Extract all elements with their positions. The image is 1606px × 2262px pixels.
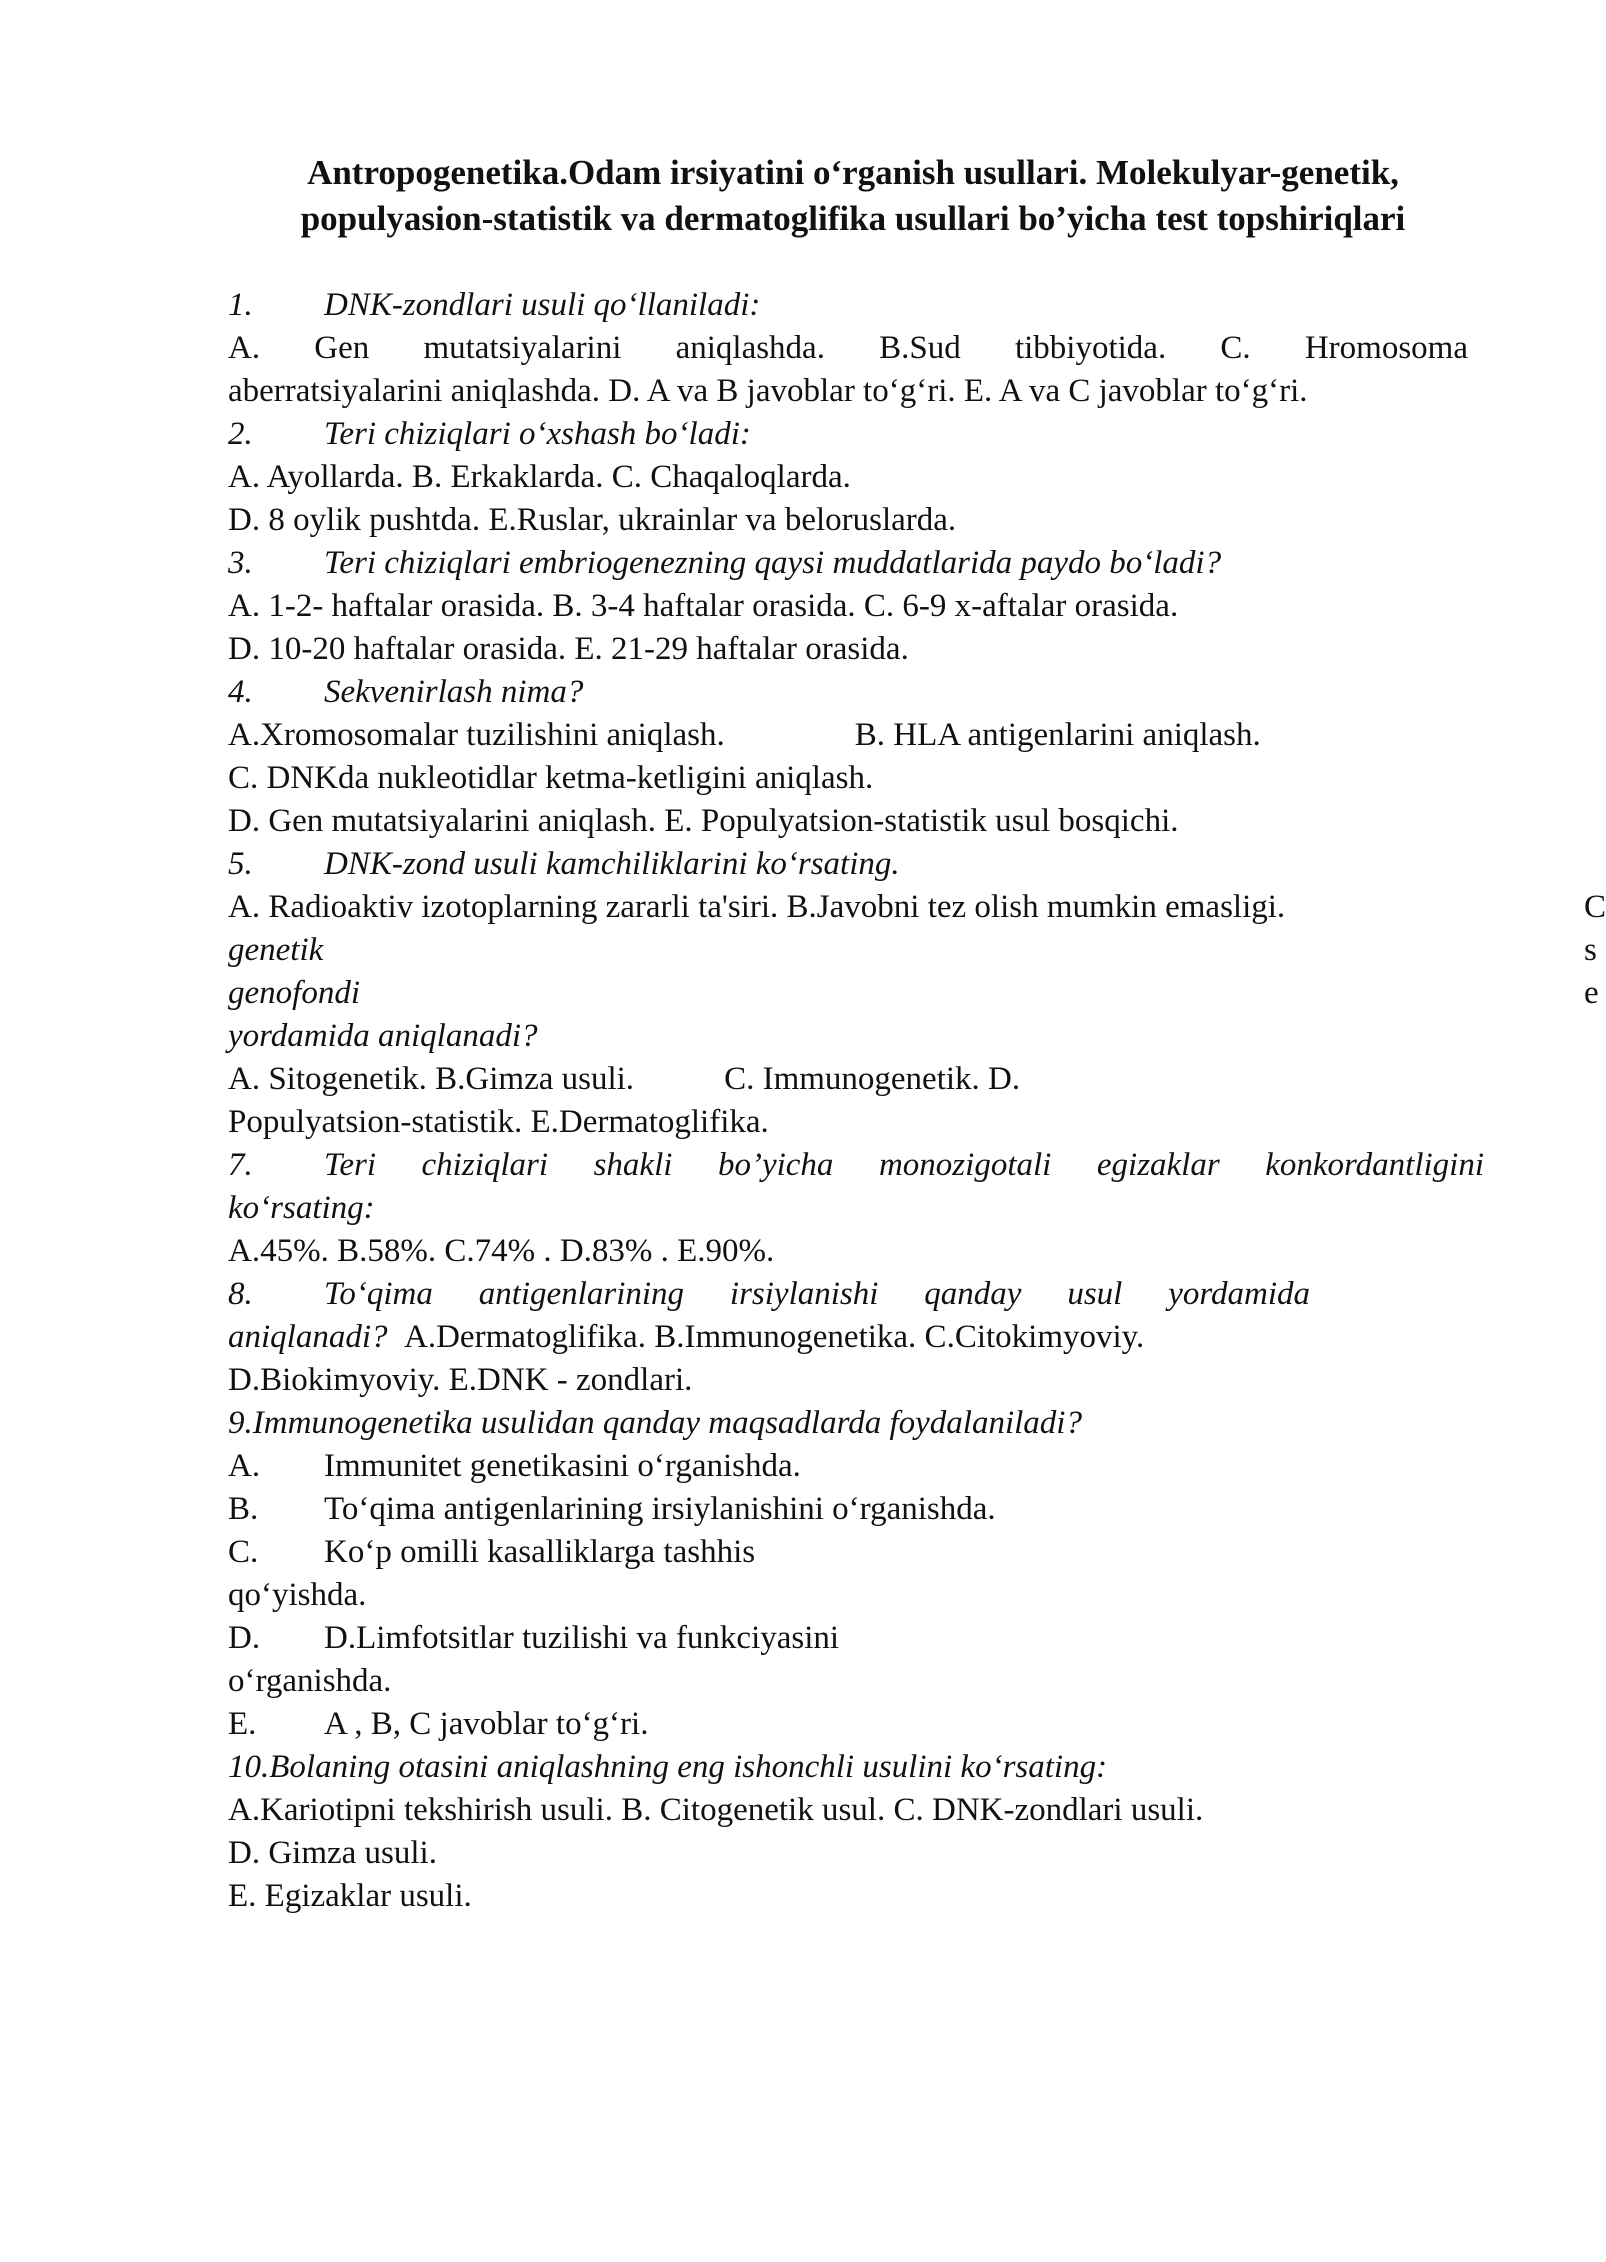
answer-text: To‘qima antigenlarining irsiylanishini o‘rganishda. — [324, 1491, 996, 1527]
title-line-1: Antropogenetika.Odam irsiyatini o‘rganish usullari. Molekulyar-genetik, — [307, 153, 1399, 192]
question-9: 9.Immunogenetika usulidan qanday maqsadlarda foydalaniladi? — [228, 1405, 1082, 1441]
answer-ab: A. Sitogenetik. B.Gimza usuli. — [228, 1061, 635, 1097]
question-8-answers-line-2: D.Biokimyoviy. E.DNK - zondlari. — [228, 1362, 693, 1398]
question-5 — [228, 843, 1488, 886]
question-8 — [228, 1273, 1310, 1316]
question-10-answers-line-2: D. Gimza usuli. — [228, 1835, 437, 1871]
margin-overflow-char: C — [1584, 889, 1606, 925]
question-6-fragment-1: genetik — [228, 932, 324, 968]
answer-label: D. — [228, 1620, 261, 1656]
question-9-answer-a — [228, 1445, 1488, 1488]
question-9-answer-c — [228, 1531, 1488, 1574]
question-text: To‘qima antigenlarining irsiylanishi qanday usul yordamida — [324, 1276, 1310, 1312]
question-10-answers-line-3: E. Egizaklar usuli. — [228, 1878, 472, 1914]
question-number: 7. — [228, 1147, 253, 1183]
question-number: 1. — [228, 287, 253, 323]
question-number: 5. — [228, 846, 253, 882]
question-1 — [228, 284, 1488, 327]
question-2 — [228, 413, 1488, 456]
answer-a: A.Xromosomalar tuzilishini aniqlash. — [228, 717, 725, 753]
question-3-answers-line-1: A. 1-2- haftalar orasida. B. 3-4 haftalar orasida. C. 6-9 x-aftalar orasida. — [228, 588, 1179, 624]
question-3-answers-line-2: D. 10-20 haftalar orasida. E. 21-29 haftalar orasida. — [228, 631, 909, 667]
question-6-fragment-2: genofondi — [228, 975, 360, 1011]
question-7-answers: A.45%. B.58%. C.74% . D.83% . E.90%. — [228, 1233, 775, 1269]
title-line-2: populyasion-statistik va dermatoglifika usullari bo’yicha test topshiriqlari — [300, 199, 1406, 238]
document-title — [228, 150, 1478, 242]
question-text: DNK-zond usuli kamchiliklarini ko‘rsating. — [324, 846, 900, 882]
answers-abc: A.Dermatoglifika. B.Immunogenetika. C.Citokimyoviy. — [404, 1319, 1145, 1355]
question-4 — [228, 671, 1488, 714]
question-2-answers-line-1: A. Ayollarda. B. Erkaklarda. C. Chaqaloqlarda. — [228, 459, 851, 495]
question-9-answer-c-cont: qo‘yishda. — [228, 1577, 367, 1613]
question-4-answers-de: D. Gen mutatsiyalarini aniqlash. E. Populyatsion-statistik usul bosqichi. — [228, 803, 1179, 839]
question-text: Teri chiziqlari embriogenezning qaysi muddatlarida paydo bo‘ladi? — [324, 545, 1222, 581]
question-1-answers-line-1: A. Gen mutatsiyalarini aniqlashda. B.Sud tibbiyotida. C. Hromosoma — [228, 330, 1468, 366]
question-number: 4. — [228, 674, 253, 710]
answer-text: Ko‘p omilli kasalliklarga tashhis — [324, 1534, 756, 1570]
question-2-answers-line-2: D. 8 oylik pushtda. E.Ruslar, ukrainlar va beloruslarda. — [228, 502, 957, 538]
answer-label: C. — [228, 1534, 259, 1570]
question-text: Teri chiziqlari shakli bo’yicha monozigotali egizaklar konkordantligini — [324, 1147, 1484, 1183]
question-6-fragment-3: yordamida aniqlanadi? — [228, 1018, 538, 1054]
question-1-answers-line-2: aberratsiyalarini aniqlashda. D. A va B javoblar to‘g‘ri. E. A va C javoblar to‘g‘ri. — [228, 373, 1308, 409]
answer-label: E. — [228, 1706, 257, 1742]
question-10: 10.Bolaning otasini aniqlashning eng ishonchli usulini ko‘rsating: — [228, 1749, 1108, 1785]
answer-b: B. HLA antigenlarini aniqlash. — [854, 717, 1261, 753]
answer-cd: C. Immunogenetik. D. — [724, 1061, 1021, 1097]
question-4-answers-line-1 — [228, 714, 1488, 757]
question-text: DNK-zondlari usuli qo‘llaniladi: — [324, 287, 761, 323]
question-9-answer-e — [228, 1703, 1488, 1746]
question-9-answer-d — [228, 1617, 1488, 1660]
question-3 — [228, 542, 1488, 585]
question-4-answer-c: C. DNKda nukleotidlar ketma-ketligini aniqlash. — [228, 760, 874, 796]
question-text: Teri chiziqlari o‘xshash bo‘ladi: — [324, 416, 751, 452]
question-text-cont: aniqlanadi? — [228, 1319, 388, 1355]
question-5-answers-line-1: A. Radioaktiv izotoplarning zararli ta'siri. B.Javobni tez olish mumkin emasligi. — [228, 889, 1286, 925]
answer-text: Immunitet genetikasini o‘rganishda. — [324, 1448, 801, 1484]
question-10-answers-line-1: A.Kariotipni tekshirish usuli. B. Citogenetik usul. C. DNK-zondlari usuli. — [228, 1792, 1204, 1828]
answer-label: A. — [228, 1448, 261, 1484]
question-6-answers-line-1 — [228, 1058, 1488, 1101]
answer-label: B. — [228, 1491, 259, 1527]
margin-overflow-char: s — [1584, 932, 1597, 968]
question-8-line-2 — [228, 1316, 1488, 1359]
question-text: Sekvenirlash nima? — [324, 674, 584, 710]
question-number: 2. — [228, 416, 253, 452]
question-9-answer-d-cont: o‘rganishda. — [228, 1663, 392, 1699]
margin-overflow-char: e — [1584, 975, 1599, 1011]
question-number: 3. — [228, 545, 253, 581]
question-7 — [228, 1144, 1484, 1187]
question-6-answers-line-2: Populyatsion-statistik. E.Dermatoglifika. — [228, 1104, 769, 1140]
question-number: 8. — [228, 1276, 253, 1312]
answer-text: A , B, C javoblar to‘g‘ri. — [324, 1706, 649, 1742]
question-9-answer-b — [228, 1488, 1488, 1531]
question-7-text-line-2: ko‘rsating: — [228, 1190, 375, 1226]
answer-text: D.Limfotsitlar tuzilishi va funkciyasini — [324, 1620, 840, 1656]
